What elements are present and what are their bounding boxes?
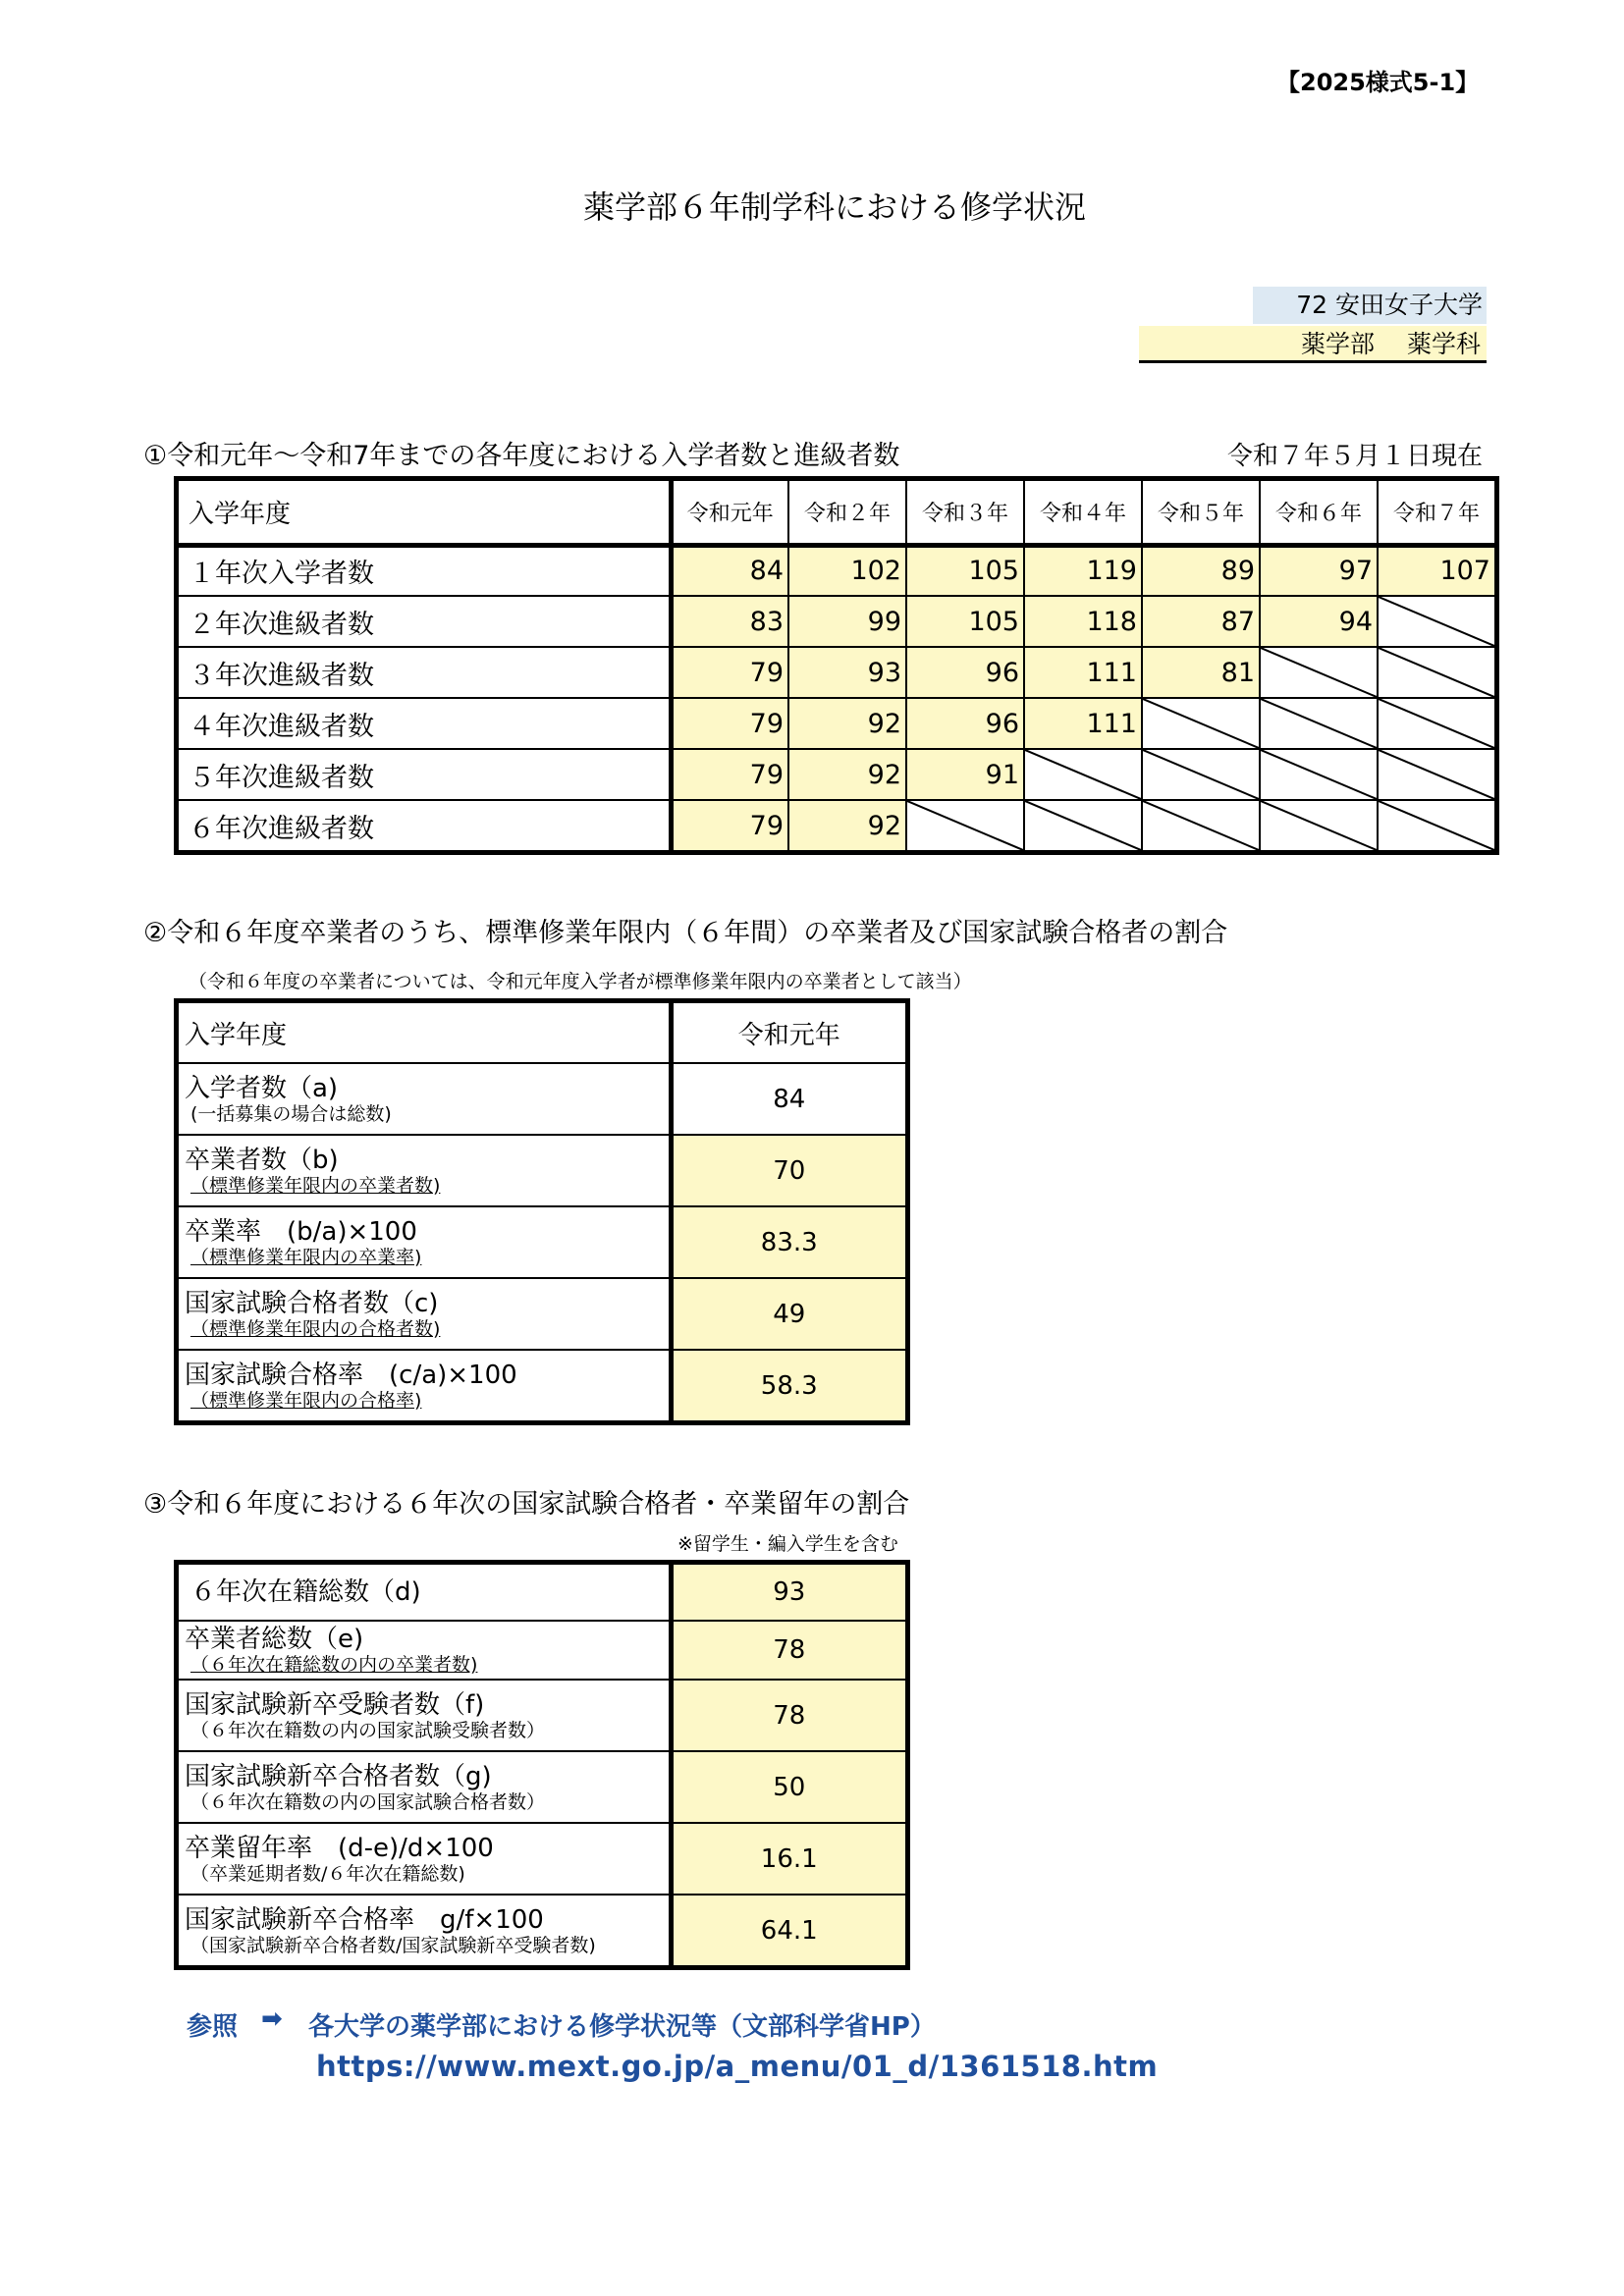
cell-value: 91 (906, 749, 1024, 800)
not-applicable-cell (1142, 698, 1260, 749)
table-row (178, 698, 1495, 749)
not-applicable-cell (1260, 749, 1378, 800)
row-value: 78 (671, 1680, 906, 1751)
diagonal-slash-icon (1379, 699, 1494, 748)
section2-title: ②令和６年度卒業者のうち、標準修業年限内（６年間）の卒業者及び国家試験合格者の割合 (143, 918, 1228, 948)
cell-value: 89 (1142, 545, 1260, 596)
row-label: ２年次進級者数 (178, 596, 671, 647)
table-row (178, 749, 1495, 800)
row-sublabel: （標準修業年限内の合格者数) (190, 1317, 441, 1340)
row-sublabel: （６年次在籍総数の内の卒業者数) (190, 1654, 478, 1676)
table-row (178, 800, 1495, 851)
row-label: 国家試験新卒合格率 g/f×100 (185, 1904, 544, 1935)
cell-value: 96 (906, 647, 1024, 698)
year-header: 令和５年 (1142, 480, 1260, 545)
diagonal-slash-icon (1261, 648, 1377, 697)
diagonal-slash-icon (1025, 750, 1141, 799)
row-sublabel: (一括募集の場合は総数) (190, 1102, 392, 1125)
cell-value: 79 (671, 749, 788, 800)
cell-value: 84 (671, 545, 788, 596)
cell-value: 79 (671, 647, 788, 698)
row-value: 84 (671, 1063, 906, 1135)
table-row (178, 1895, 906, 1966)
section1-title: ①令和元年～令和7年までの各年度における入学者数と進級者数 (143, 441, 900, 471)
row-label: ６年次進級者数 (178, 800, 671, 851)
not-applicable-cell (1024, 749, 1142, 800)
not-applicable-cell (1378, 596, 1495, 647)
row-value: 49 (671, 1278, 906, 1350)
cell-value: 81 (1142, 647, 1260, 698)
diagonal-slash-icon (1261, 750, 1377, 799)
not-applicable-cell (1378, 698, 1495, 749)
not-applicable-cell (1378, 800, 1495, 851)
table-row (178, 1135, 906, 1206)
row-label: 国家試験新卒合格者数（g) (185, 1761, 492, 1791)
table-row (178, 1564, 906, 1621)
table-row (178, 647, 1495, 698)
year-header: 令和３年 (906, 480, 1024, 545)
row-sublabel: （卒業延期者数/６年次在籍総数) (190, 1862, 465, 1885)
not-applicable-cell (1260, 647, 1378, 698)
year-header: 令和４年 (1024, 480, 1142, 545)
not-applicable-cell (1378, 749, 1495, 800)
diagonal-slash-icon (1261, 801, 1377, 850)
row-sublabel: （６年次在籍数の内の国家試験合格者数） (190, 1790, 546, 1813)
header-value: 令和元年 (671, 1002, 906, 1063)
cell-value: 92 (788, 698, 906, 749)
university-name: 72 安田女子大学 (1253, 287, 1487, 324)
row-label: 卒業留年率 (d-e)/d×100 (185, 1833, 494, 1863)
cell-value: 118 (1024, 596, 1142, 647)
diagonal-slash-icon (1143, 801, 1259, 850)
as-of-date: 令和７年５月１日現在 (1227, 442, 1484, 471)
diagonal-slash-icon (1379, 750, 1494, 799)
not-applicable-cell (1260, 698, 1378, 749)
row-label: ４年次進級者数 (178, 698, 671, 749)
table-row (178, 1621, 906, 1680)
cell-value: 99 (788, 596, 906, 647)
reference-label: 参照 (187, 2012, 239, 2042)
row-value: 93 (671, 1564, 906, 1621)
section3-title: ③令和６年度における６年次の国家試験合格者・卒業留年の割合 (143, 1489, 910, 1520)
year-header: 令和７年 (1378, 480, 1495, 545)
cell-value: 87 (1142, 596, 1260, 647)
cell-value: 105 (906, 545, 1024, 596)
table-row (178, 1063, 906, 1135)
cell-value: 93 (788, 647, 906, 698)
section2-note: （令和６年度の卒業者については、令和元年度入学者が標準修業年限内の卒業者として該当） (189, 971, 972, 992)
row-sublabel: （標準修業年限内の合格率) (190, 1389, 422, 1412)
reference-url-link[interactable]: https://www.mext.go.jp/a_menu/01_d/1361518.htm (316, 2050, 1159, 2083)
table-row (178, 545, 1495, 596)
cell-value: 92 (788, 749, 906, 800)
row-value: 64.1 (671, 1895, 906, 1966)
row-value: 83.3 (671, 1206, 906, 1278)
row-label: 卒業者総数（e) (185, 1625, 364, 1654)
diagonal-slash-icon (1143, 750, 1259, 799)
table-row (178, 1350, 906, 1421)
arrow-right-icon: ➡ (261, 2004, 283, 2034)
row-sublabel: （国家試験新卒合格者数/国家試験新卒受験者数) (190, 1934, 596, 1956)
row-sublabel: （６年次在籍数の内の国家試験受験者数） (190, 1719, 546, 1741)
cell-value: 111 (1024, 698, 1142, 749)
department-name: 薬学部 薬学科 (1139, 326, 1487, 363)
not-applicable-cell (1142, 749, 1260, 800)
row-label: 入学者数（a) (185, 1073, 339, 1103)
header-label: 入学年度 (178, 1002, 671, 1063)
not-applicable-cell (1142, 800, 1260, 851)
row-value: 16.1 (671, 1823, 906, 1895)
not-applicable-cell (1024, 800, 1142, 851)
not-applicable-cell (906, 800, 1024, 851)
cell-value: 119 (1024, 545, 1142, 596)
cell-value: 111 (1024, 647, 1142, 698)
row-label: ３年次進級者数 (178, 647, 671, 698)
row-value: 58.3 (671, 1350, 906, 1421)
cell-value: 97 (1260, 545, 1378, 596)
row-sublabel: （標準修業年限内の卒業率) (190, 1246, 422, 1268)
cell-value: 96 (906, 698, 1024, 749)
graduation-header-row (178, 1002, 906, 1063)
cell-value: 83 (671, 596, 788, 647)
national-exam-table (177, 1563, 907, 1967)
table-row (178, 596, 1495, 647)
row-label: 卒業者数（b) (185, 1145, 339, 1175)
diagonal-slash-icon (1379, 597, 1494, 646)
table-row (178, 1278, 906, 1350)
cell-value: 107 (1378, 545, 1495, 596)
enrollment-header-row (178, 480, 1495, 545)
diagonal-slash-icon (1025, 801, 1141, 850)
row-label: 国家試験合格率 (c/a)×100 (185, 1360, 517, 1390)
cell-value: 105 (906, 596, 1024, 647)
row-label: １年次入学者数 (178, 545, 671, 596)
cell-value: 102 (788, 545, 906, 596)
row-value: 78 (671, 1621, 906, 1680)
table-row (178, 1751, 906, 1823)
row-label: 卒業率 (b/a)×100 (185, 1216, 417, 1247)
year-header: 令和６年 (1260, 480, 1378, 545)
cell-value: 79 (671, 800, 788, 851)
row-sublabel: （標準修業年限内の卒業者数) (190, 1174, 441, 1197)
cell-value: 94 (1260, 596, 1378, 647)
diagonal-slash-icon (1379, 801, 1494, 850)
table-row (178, 1680, 906, 1751)
diagonal-slash-icon (1261, 699, 1377, 748)
diagonal-slash-icon (907, 801, 1023, 850)
table-row (178, 1206, 906, 1278)
form-id: 【2025様式5-1】 (1276, 69, 1480, 96)
not-applicable-cell (1260, 800, 1378, 851)
cell-value: 92 (788, 800, 906, 851)
graduation-table (177, 1001, 907, 1422)
enrollment-table (177, 479, 1496, 852)
section3-note: ※留学生・編入学生を含む (677, 1533, 898, 1555)
row-label: ６年次在籍総数（d) (190, 1577, 421, 1607)
year-header: 令和２年 (788, 480, 906, 545)
table-row (178, 1823, 906, 1895)
diagonal-slash-icon (1143, 699, 1259, 748)
header-label: 入学年度 (178, 480, 671, 545)
row-value: 50 (671, 1751, 906, 1823)
row-label: 国家試験合格者数（c) (185, 1288, 439, 1318)
not-applicable-cell (1378, 647, 1495, 698)
cell-value: 79 (671, 698, 788, 749)
year-header: 令和元年 (671, 480, 788, 545)
row-value: 70 (671, 1135, 906, 1206)
row-label: 国家試験新卒受験者数（f) (185, 1689, 485, 1720)
page-title: 薬学部６年制学科における修学状況 (582, 188, 1086, 226)
diagonal-slash-icon (1379, 648, 1494, 697)
reference-text[interactable]: 各大学の薬学部における修学状況等（文部科学省HP） (308, 2012, 936, 2042)
row-label: ５年次進級者数 (178, 749, 671, 800)
